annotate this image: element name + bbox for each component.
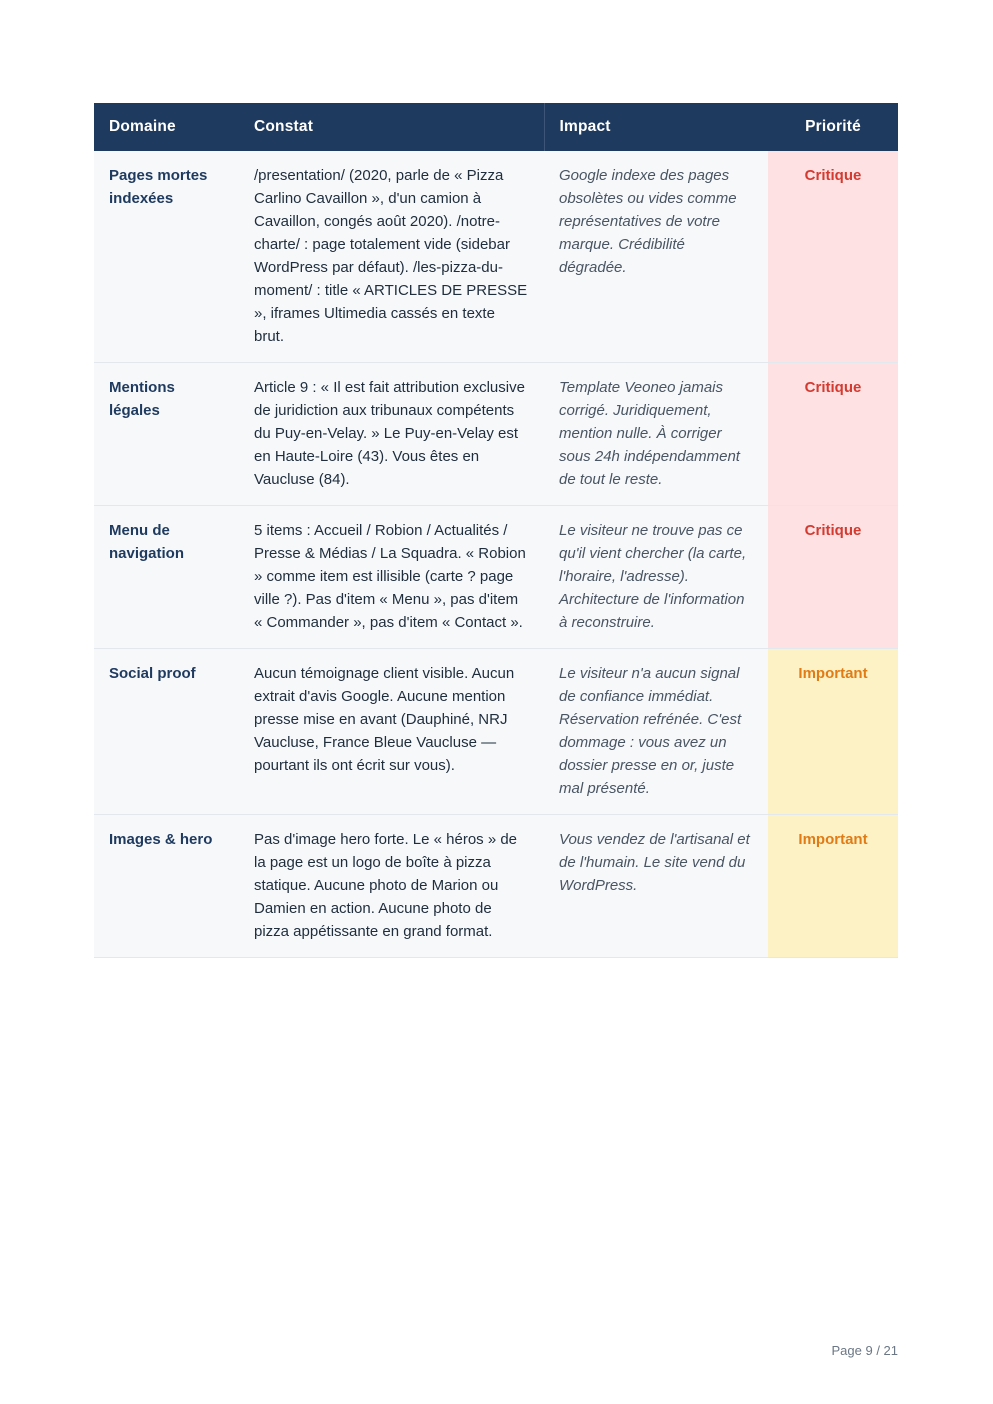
header-impact: Impact (544, 103, 768, 151)
cell-impact: Vous vendez de l'artisanal et de l'humain. Le site vend du WordPress. (544, 815, 768, 958)
table-row (94, 363, 898, 506)
cell-impact: Le visiteur n'a aucun signal de confiance immédiat. Réservation refrénée. C'est dommage : vous avez un dossier presse en or, juste mal présenté. (544, 649, 768, 815)
cell-domaine: Images & hero (94, 815, 239, 958)
priority-badge: Important (768, 815, 898, 958)
cell-impact: Google indexe des pages obsolètes ou vides comme représentatives de votre marque. Crédibilité dégradée. (544, 151, 768, 363)
cell-impact: Le visiteur ne trouve pas ce qu'il vient chercher (la carte, l'horaire, l'adresse). Architecture de l'information à reconstruire. (544, 506, 768, 649)
cell-domaine: Menu de navigation (94, 506, 239, 649)
priority-badge: Important (768, 649, 898, 815)
cell-impact: Template Veoneo jamais corrigé. Juridiquement, mention nulle. À corriger sous 24h indépendamment de tout le reste. (544, 363, 768, 506)
cell-constat: Pas d'image hero forte. Le « héros » de la page est un logo de boîte à pizza statique. Aucune photo de Marion ou Damien en action. Aucune photo de pizza appétissante en grand format. (239, 815, 544, 958)
cell-constat: Article 9 : « Il est fait attribution exclusive de juridiction aux tribunaux compétents du Puy-en-Velay. » Le Puy-en-Velay est en Haute-Loire (43). Vous êtes en Vaucluse (84). (239, 363, 544, 506)
audit-table (94, 103, 898, 958)
header-priorite: Priorité (768, 103, 898, 151)
cell-constat: Aucun témoignage client visible. Aucun extrait d'avis Google. Aucune mention presse mise en avant (Dauphiné, NRJ Vaucluse, France Bleue Vaucluse — pourtant ils ont écrit sur vous). (239, 649, 544, 815)
cell-constat: /presentation/ (2020, parle de « Pizza Carlino Cavaillon », d'un camion à Cavaillon, congés août 2020). /notre-charte/ : page totalement vide (sidebar WordPress par défaut). /les-pizza-du-moment/ : title « ARTICLES DE PRESSE », iframes Ultimedia cassés en texte brut. (239, 151, 544, 363)
priority-badge: Critique (768, 363, 898, 506)
table-header (94, 103, 898, 151)
priority-badge: Critique (768, 506, 898, 649)
table-body (94, 151, 898, 958)
table-row (94, 506, 898, 649)
cell-constat: 5 items : Accueil / Robion / Actualités / Presse & Médias / La Squadra. « Robion » comme item est illisible (carte ? page ville ?). Pas d'item « Menu », pas d'item « Commander », pas d'item « Contact ». (239, 506, 544, 649)
cell-domaine: Pages mortes indexées (94, 151, 239, 363)
page-number: Page 9 / 21 (831, 1343, 898, 1358)
header-constat: Constat (239, 103, 544, 151)
header-domaine: Domaine (94, 103, 239, 151)
priority-badge: Critique (768, 151, 898, 363)
table-row (94, 649, 898, 815)
table-row (94, 815, 898, 958)
cell-domaine: Social proof (94, 649, 239, 815)
cell-domaine: Mentions légales (94, 363, 239, 506)
table-row (94, 151, 898, 363)
